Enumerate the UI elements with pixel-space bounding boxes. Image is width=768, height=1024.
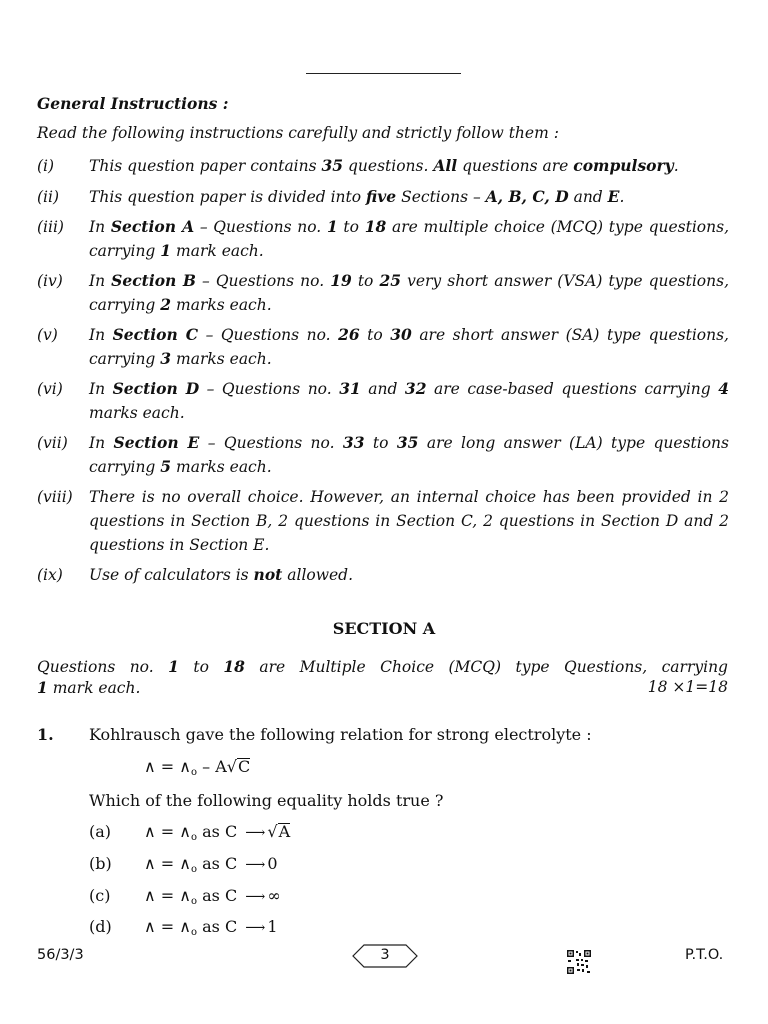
instruction-part: to bbox=[359, 326, 391, 344]
instruction-text bbox=[89, 485, 729, 557]
instruction-part: to bbox=[364, 434, 397, 452]
option-result: ∞ bbox=[267, 886, 281, 905]
instruction-number: (vii) bbox=[37, 434, 68, 452]
instruction-part: mark each. bbox=[171, 242, 264, 260]
instruction-part: 2 bbox=[160, 295, 172, 314]
instruction-part: This question paper is divided into bbox=[89, 188, 367, 206]
section-a-line2-part: 1 bbox=[37, 678, 48, 697]
instruction-part: Use of calculators is bbox=[89, 566, 254, 584]
instruction-number: (vi) bbox=[37, 380, 63, 398]
instruction-part: – Questions no. bbox=[195, 272, 331, 290]
option-result: A bbox=[278, 822, 291, 841]
instruction-part: . bbox=[619, 188, 625, 206]
instruction-part: 5 bbox=[160, 457, 172, 476]
option-as-text: as C bbox=[197, 854, 243, 873]
arrow-icon: ⟶ bbox=[245, 889, 265, 905]
instruction-part: 1 bbox=[326, 217, 338, 236]
instruction-part: are case-based questions carrying bbox=[426, 380, 719, 398]
instruction-part: – Questions no. bbox=[194, 218, 327, 236]
instruction-part: Sections – bbox=[396, 188, 486, 206]
instruction-part: – Questions no. bbox=[198, 326, 339, 344]
instruction-text bbox=[89, 185, 729, 209]
option-label: (b) bbox=[89, 854, 112, 873]
section-a-line1-part: 1 bbox=[168, 657, 179, 676]
instruction-part: 32 bbox=[404, 379, 427, 398]
instruction-part: . bbox=[673, 157, 679, 175]
instruction-part: marks each. bbox=[171, 350, 272, 368]
instruction-part: 1 bbox=[160, 241, 172, 260]
instruction-part: 35 bbox=[396, 433, 419, 452]
instruction-part: In bbox=[89, 434, 114, 452]
option-lhs: ∧ = ∧ bbox=[144, 917, 191, 936]
option-subscript: o bbox=[191, 896, 198, 907]
instruction-part: This question paper contains bbox=[89, 157, 322, 175]
instruction-part: allowed. bbox=[282, 566, 354, 584]
instruction-number: (iv) bbox=[37, 272, 63, 290]
instruction-part: to bbox=[351, 272, 380, 290]
instruction-part: 31 bbox=[339, 379, 361, 398]
instruction-item bbox=[37, 154, 729, 178]
instruction-text bbox=[89, 563, 729, 587]
instruction-number: (v) bbox=[37, 326, 58, 344]
instruction-part: A, B, C, D bbox=[485, 187, 569, 206]
instruction-text bbox=[89, 323, 729, 371]
instruction-item bbox=[37, 185, 729, 209]
instruction-number: (iii) bbox=[37, 218, 64, 236]
instruction-part: Section C bbox=[112, 325, 199, 344]
option-subscript: o bbox=[191, 927, 198, 938]
section-a-desc-text bbox=[37, 678, 140, 697]
instruction-number: (ix) bbox=[37, 566, 63, 584]
instruction-item bbox=[37, 377, 729, 425]
formula-subscript: o bbox=[191, 767, 198, 778]
section-a-desc-line1 bbox=[37, 657, 728, 676]
instruction-text bbox=[89, 377, 729, 425]
instruction-part: Section A bbox=[110, 217, 195, 236]
instruction-part: 4 bbox=[718, 379, 729, 398]
instruction-part: are short answer (SA) type questions, carrying bbox=[89, 326, 729, 368]
option-as-text: as C bbox=[197, 822, 243, 841]
instruction-part: are long answer (LA) type questions carrying bbox=[89, 434, 729, 476]
instruction-part: In bbox=[89, 272, 112, 290]
instruction-text bbox=[89, 215, 729, 263]
instruction-part: are multiple choice (MCQ) type questions, carrying bbox=[89, 218, 729, 260]
option-result: 1 bbox=[267, 917, 278, 936]
section-a-line1-part: Questions no. bbox=[37, 658, 169, 676]
instruction-part: and bbox=[568, 188, 608, 206]
instruction-item bbox=[37, 323, 729, 371]
instruction-item bbox=[37, 269, 729, 317]
section-a-line1-part: 18 bbox=[223, 657, 245, 676]
instruction-item bbox=[37, 563, 729, 587]
instruction-part: 35 bbox=[321, 156, 344, 175]
section-a-line1-part: to bbox=[178, 658, 224, 676]
instruction-part: and bbox=[360, 380, 405, 398]
instruction-part: marks each. bbox=[171, 458, 272, 476]
instruction-number: (viii) bbox=[37, 488, 73, 506]
instruction-part: not bbox=[253, 565, 283, 584]
instruction-part: 26 bbox=[338, 325, 360, 344]
paper-code: 56/3/3 bbox=[37, 947, 84, 963]
formula-mid: – A bbox=[197, 757, 227, 776]
option-as-text: as C bbox=[197, 917, 243, 936]
instruction-part: compulsory bbox=[573, 156, 674, 175]
instruction-text bbox=[89, 431, 729, 479]
instruction-part: five bbox=[366, 187, 397, 206]
instruction-part: In bbox=[89, 380, 113, 398]
arrow-icon: ⟶ bbox=[245, 825, 265, 841]
instruction-part: – Questions no. bbox=[199, 380, 340, 398]
instruction-part: 25 bbox=[379, 271, 402, 290]
instruction-part: 30 bbox=[390, 325, 412, 344]
option-label: (a) bbox=[89, 822, 112, 841]
instruction-part: All bbox=[433, 156, 458, 175]
instruction-part: 18 bbox=[364, 217, 387, 236]
section-a-line2-part: mark each. bbox=[47, 679, 141, 697]
instruction-part: Section E bbox=[113, 433, 200, 452]
instruction-part: E bbox=[607, 187, 620, 206]
top-rule bbox=[306, 73, 461, 74]
instruction-part: In bbox=[89, 326, 113, 344]
instruction-item bbox=[37, 485, 729, 557]
instruction-part: – Questions no. bbox=[199, 434, 343, 452]
option-subscript: o bbox=[191, 832, 198, 843]
option-lhs: ∧ = ∧ bbox=[144, 854, 191, 873]
sqrt-symbol: √ bbox=[267, 822, 278, 841]
instruction-part: marks each. bbox=[171, 296, 272, 314]
section-a-marks: 18 ×1=18 bbox=[647, 678, 728, 696]
formula-lhs: ∧ = ∧ bbox=[144, 757, 191, 776]
option-expression bbox=[144, 886, 281, 907]
option-expression bbox=[144, 822, 290, 843]
general-instructions-title: General Instructions : bbox=[37, 94, 229, 113]
question-number: 1. bbox=[37, 725, 54, 744]
instruction-part: marks each. bbox=[89, 404, 185, 422]
instruction-text bbox=[89, 269, 729, 317]
instruction-part: Section D bbox=[112, 379, 200, 398]
instruction-text bbox=[89, 154, 729, 178]
sqrt-symbol: √ bbox=[226, 757, 237, 776]
instruction-part: 19 bbox=[330, 271, 352, 290]
instruction-part: questions are bbox=[457, 157, 574, 175]
instruction-part: 33 bbox=[342, 433, 365, 452]
page-number-badge bbox=[352, 944, 418, 968]
section-a-desc-line2 bbox=[37, 678, 728, 697]
instruction-item bbox=[37, 431, 729, 479]
option-expression bbox=[144, 854, 278, 875]
instruction-part: very short answer (VSA) type questions, carrying bbox=[89, 272, 730, 314]
instruction-part: Section B bbox=[111, 271, 196, 290]
instruction-part: questions. bbox=[343, 157, 434, 175]
instruction-part: In bbox=[89, 218, 111, 236]
option-lhs: ∧ = ∧ bbox=[144, 886, 191, 905]
section-a-title: SECTION A bbox=[332, 619, 436, 638]
option-expression bbox=[144, 917, 278, 938]
instruction-item bbox=[37, 215, 729, 263]
option-result: 0 bbox=[267, 854, 278, 873]
instruction-number: (i) bbox=[37, 157, 55, 175]
question-ask: Which of the following equality holds true ? bbox=[89, 791, 444, 810]
arrow-icon: ⟶ bbox=[245, 857, 265, 873]
option-subscript: o bbox=[191, 864, 198, 875]
page-number: 3 bbox=[380, 947, 390, 963]
instruction-part: There is no overall choice. However, an internal choice has been provided in 2 questions in Section B, 2 questions in Section C, 2 questions in Section D and 2 questions in Section E. bbox=[89, 488, 729, 554]
formula-root: C bbox=[237, 757, 251, 776]
pto-label: P.T.O. bbox=[685, 947, 724, 963]
qr-code-icon bbox=[567, 950, 591, 974]
option-label: (d) bbox=[89, 917, 112, 936]
arrow-icon: ⟶ bbox=[245, 920, 265, 936]
instruction-number: (ii) bbox=[37, 188, 60, 206]
option-label: (c) bbox=[89, 886, 111, 905]
option-lhs: ∧ = ∧ bbox=[144, 822, 191, 841]
section-a-line1-part: are Multiple Choice (MCQ) type Questions, carrying bbox=[244, 658, 728, 676]
instruction-part: to bbox=[337, 218, 365, 236]
option-as-text: as C bbox=[197, 886, 243, 905]
kohlrausch-formula bbox=[144, 757, 250, 778]
question-text: Kohlrausch gave the following relation for strong electrolyte : bbox=[89, 725, 592, 744]
instruction-part: 3 bbox=[160, 349, 172, 368]
instructions-intro: Read the following instructions carefully and strictly follow them : bbox=[37, 124, 559, 142]
